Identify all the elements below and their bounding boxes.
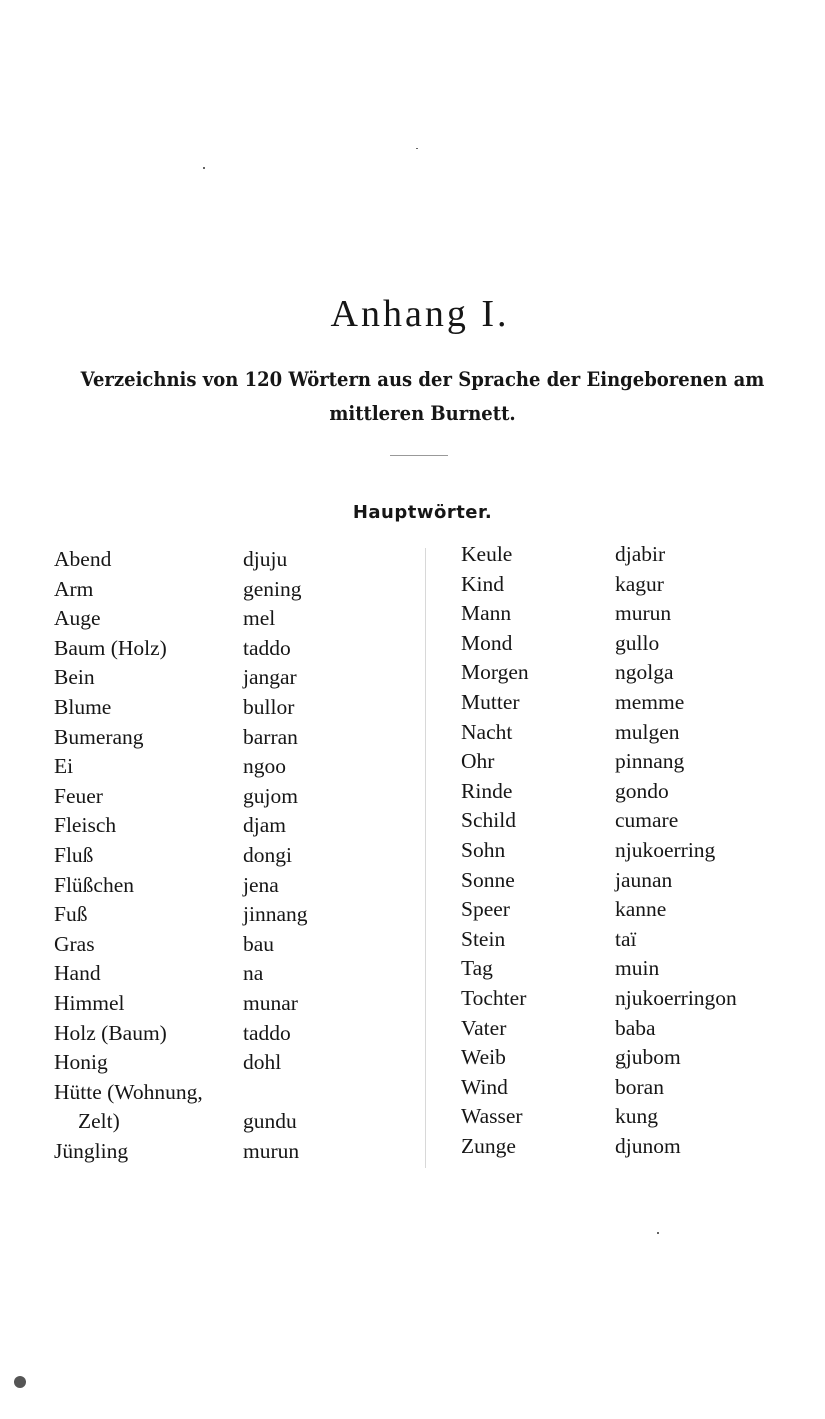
- german-term: Fuß: [54, 902, 88, 927]
- german-term: Flüßchen: [54, 872, 135, 897]
- native-translation: njukoerring: [615, 837, 716, 862]
- page-title: Anhang I.: [330, 293, 510, 335]
- native-translation: djam: [243, 813, 286, 838]
- print-speck: [203, 167, 205, 169]
- german-term: Ei: [54, 754, 74, 779]
- german-term: Rinde: [461, 778, 513, 803]
- german-term: Zunge: [461, 1133, 516, 1158]
- german-term: Hütte (Wohnung,: [54, 1079, 203, 1104]
- native-translation: mulgen: [615, 719, 680, 744]
- german-term: Fluß: [54, 842, 94, 867]
- german-term: Morgen: [461, 660, 529, 685]
- native-translation: kanne: [615, 897, 667, 922]
- native-translation: gondo: [615, 778, 669, 803]
- german-term: Tochter: [461, 985, 527, 1010]
- german-term: Sonne: [461, 867, 515, 892]
- native-translation: murun: [615, 601, 672, 626]
- german-term: Tag: [461, 956, 493, 981]
- german-term: Bumerang: [54, 724, 144, 749]
- native-translation: pinnang: [615, 749, 685, 774]
- print-speck: [14, 1376, 26, 1388]
- native-translation: na: [243, 961, 264, 986]
- german-term: Mann: [461, 601, 512, 626]
- german-term: Baum (Holz): [54, 635, 167, 660]
- native-translation: dohl: [243, 1050, 282, 1075]
- german-term: Holz (Baum): [54, 1020, 167, 1045]
- native-translation: taï: [615, 926, 637, 951]
- german-term: Keule: [461, 542, 513, 566]
- native-translation: kung: [615, 1104, 658, 1129]
- native-translation: barran: [243, 724, 298, 749]
- german-term: Zelt): [78, 1109, 120, 1134]
- native-translation: dongi: [243, 842, 292, 867]
- german-term: Wasser: [461, 1104, 523, 1129]
- german-term: Honig: [54, 1050, 108, 1075]
- title-rule: [390, 455, 448, 456]
- german-term: Nacht: [461, 719, 513, 744]
- native-translation: bullor: [243, 694, 295, 719]
- native-translation: cumare: [615, 808, 679, 833]
- german-term: Abend: [54, 547, 112, 571]
- native-translation: munar: [243, 990, 298, 1015]
- native-translation: jinnang: [243, 902, 308, 927]
- german-term: Arm: [54, 576, 94, 601]
- german-term: Gras: [54, 931, 95, 956]
- native-translation: gening: [243, 576, 302, 601]
- native-translation: gullo: [615, 630, 660, 655]
- german-term: Weib: [461, 1045, 506, 1070]
- native-translation: taddo: [243, 1020, 291, 1045]
- native-translation: kagur: [615, 571, 664, 596]
- native-translation: djabir: [615, 542, 666, 566]
- german-term: Mond: [461, 630, 513, 655]
- native-translation: gujom: [243, 783, 298, 808]
- german-term: Hand: [54, 961, 101, 986]
- german-term: Feuer: [54, 783, 103, 808]
- native-translation: taddo: [243, 635, 291, 660]
- native-translation: bau: [243, 931, 275, 956]
- native-translation: baba: [615, 1015, 656, 1040]
- print-speck: [657, 1232, 659, 1234]
- native-translation: ngoo: [243, 754, 286, 779]
- column-divider: [425, 548, 426, 1168]
- native-translation: jena: [243, 872, 279, 897]
- german-term: Stein: [461, 926, 506, 951]
- german-term: Ohr: [461, 749, 495, 774]
- german-term: Mutter: [461, 689, 520, 714]
- section-heading: Hauptwörter.: [352, 502, 493, 523]
- german-term: Sohn: [461, 837, 506, 862]
- native-translation: memme: [615, 689, 685, 714]
- german-term: Fleisch: [54, 813, 117, 838]
- native-translation: ngolga: [615, 660, 674, 685]
- german-term: Blume: [54, 694, 112, 719]
- native-translation: njukoerringon: [615, 985, 737, 1010]
- native-translation: gundu: [243, 1109, 297, 1134]
- native-translation: djuju: [243, 547, 288, 571]
- native-translation: murun: [243, 1138, 300, 1163]
- german-term: Speer: [461, 897, 510, 922]
- native-translation: mel: [243, 606, 276, 631]
- native-translation: boran: [615, 1074, 664, 1099]
- german-term: Kind: [461, 571, 504, 596]
- native-translation: muin: [615, 956, 660, 981]
- german-term: Auge: [54, 606, 101, 631]
- german-term: Schild: [461, 808, 516, 833]
- native-translation: jaunan: [615, 867, 673, 892]
- page-subtitle: Verzeichnis von 120 Wörtern aus der Sprache der Eingeborenen am mittleren Burnett.: [80, 367, 765, 425]
- native-translation: jangar: [243, 665, 297, 690]
- print-speck: [416, 148, 418, 149]
- native-translation: gjubom: [615, 1045, 681, 1070]
- native-translation: djunom: [615, 1133, 681, 1158]
- german-term: Himmel: [54, 990, 125, 1015]
- german-term: Bein: [54, 665, 95, 690]
- german-term: Jüngling: [54, 1138, 129, 1163]
- german-term: Vater: [461, 1015, 507, 1040]
- german-term: Wind: [461, 1074, 508, 1099]
